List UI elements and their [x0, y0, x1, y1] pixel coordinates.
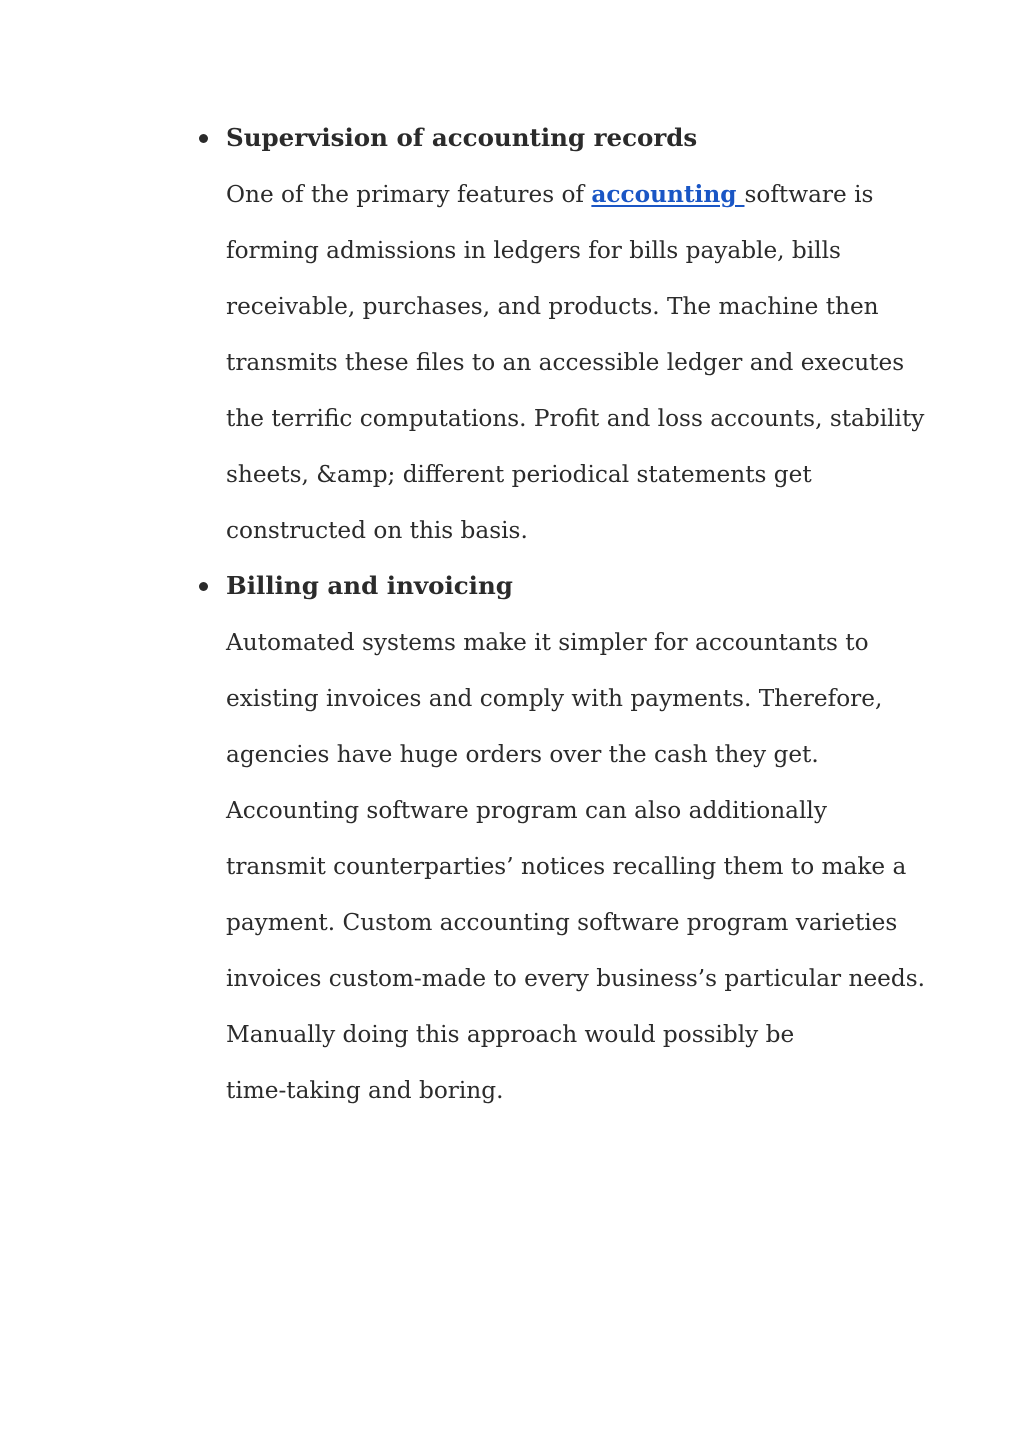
list-item-heading — [196, 564, 916, 608]
body-line: existing invoices and comply with payments. Therefore, — [226, 685, 883, 712]
section-body — [226, 615, 925, 1119]
accounting-link[interactable]: accounting — [591, 181, 745, 208]
body-line: Manually doing this approach would possibly be — [226, 1021, 795, 1048]
body-line: constructed on this basis. — [226, 517, 528, 544]
body-line: receivable, purchases, and products. The machine then — [226, 293, 879, 320]
body-line: transmit counterparties’ notices recalling them to make a — [226, 853, 907, 880]
section-billing — [196, 564, 925, 1119]
body-line: payment. Custom accounting software program varieties — [226, 909, 898, 936]
body-line: Accounting software program can also additionally — [226, 797, 827, 824]
bullet-icon — [196, 564, 210, 608]
body-line — [226, 167, 916, 223]
body-line: Automated systems make it simpler for accountants to — [226, 629, 869, 656]
body-text: software is — [744, 181, 874, 208]
section-heading: Billing and invoicing — [226, 571, 513, 600]
body-line: sheets, &amp; different periodical statements get — [226, 461, 812, 488]
section-supervision — [196, 116, 925, 559]
section-body — [226, 167, 925, 559]
body-line: transmits these files to an accessible ledger and executes — [226, 349, 905, 376]
body-line: invoices custom-made to every business’s particular needs. — [226, 965, 925, 992]
section-heading: Supervision of accounting records — [226, 123, 698, 152]
body-line: forming admissions in ledgers for bills payable, bills — [226, 237, 841, 264]
body-line: time-taking and boring. — [226, 1077, 504, 1104]
body-text: One of the primary features of — [226, 181, 592, 208]
bullet-icon — [196, 116, 210, 160]
body-line: agencies have huge orders over the cash they get. — [226, 741, 819, 768]
list-item-heading — [196, 116, 916, 160]
body-line: the terrific computations. Profit and loss accounts, stability — [226, 405, 925, 432]
